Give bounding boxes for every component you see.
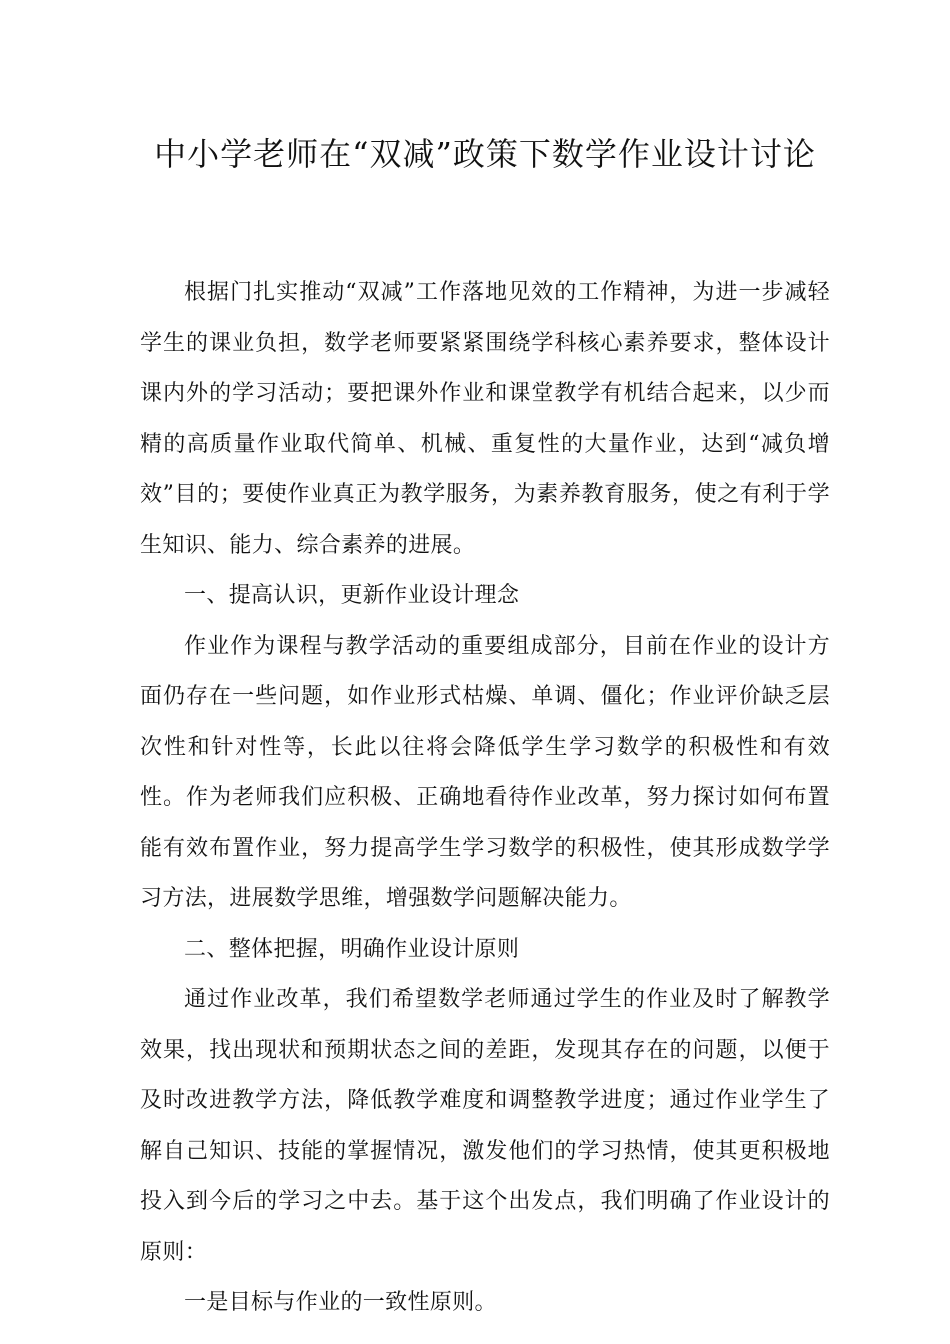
section-heading-2: 二、整体把握，明确作业设计原则 bbox=[184, 936, 520, 962]
document-title: 中小学老师在“双减”政策下数学作业设计讨论 bbox=[154, 135, 816, 173]
paragraph-intro: 根据门扎实推动“双减”工作落地见效的工作精神，为进一步减轻学生的课业负担，数学老师要紧紧围绕学科核心素养要求，整体设计课内外的学习活动；要把课外作业和课堂教学有机结合起来，以少而精的高质量作业取代简单、机械、重复性的大量作业，达到“减负增效”目的；要使作业真正为教学服务，为素养教育服务，使之有利于学生知识、能力、综合素养的进展。 bbox=[140, 280, 830, 558]
paragraph-section-1: 作业作为课程与教学活动的重要组成部分，目前在作业的设计方面仍存在一些问题，如作业形式枯燥、单调、僵化；作业评价缺乏层次性和针对性等，长此以往将会降低学生学习数学的积极性和有效性。作为老师我们应积极、正确地看待作业改革，努力探讨如何布置能有效布置作业，努力提高学生学习数学的积极性，使其形成数学学习方法，进展数学思维，增强数学问题解决能力。 bbox=[140, 633, 830, 911]
document-body bbox=[140, 268, 830, 1329]
paragraph-section-2: 通过作业改革，我们希望数学老师通过学生的作业及时了解教学效果，找出现状和预期状态之间的差距，发现其存在的问题，以便于及时改进教学方法，降低教学难度和调整教学进度；通过作业学生了解自己知识、技能的掌握情况，激发他们的学习热情，使其更积极地投入到今后的学习之中去。基于这个出发点，我们明确了作业设计的原则： bbox=[140, 987, 830, 1265]
section-heading-1: 一、提高认识，更新作业设计理念 bbox=[184, 583, 520, 608]
principle-item-1: 一是目标与作业的一致性原则。 bbox=[184, 1290, 497, 1315]
